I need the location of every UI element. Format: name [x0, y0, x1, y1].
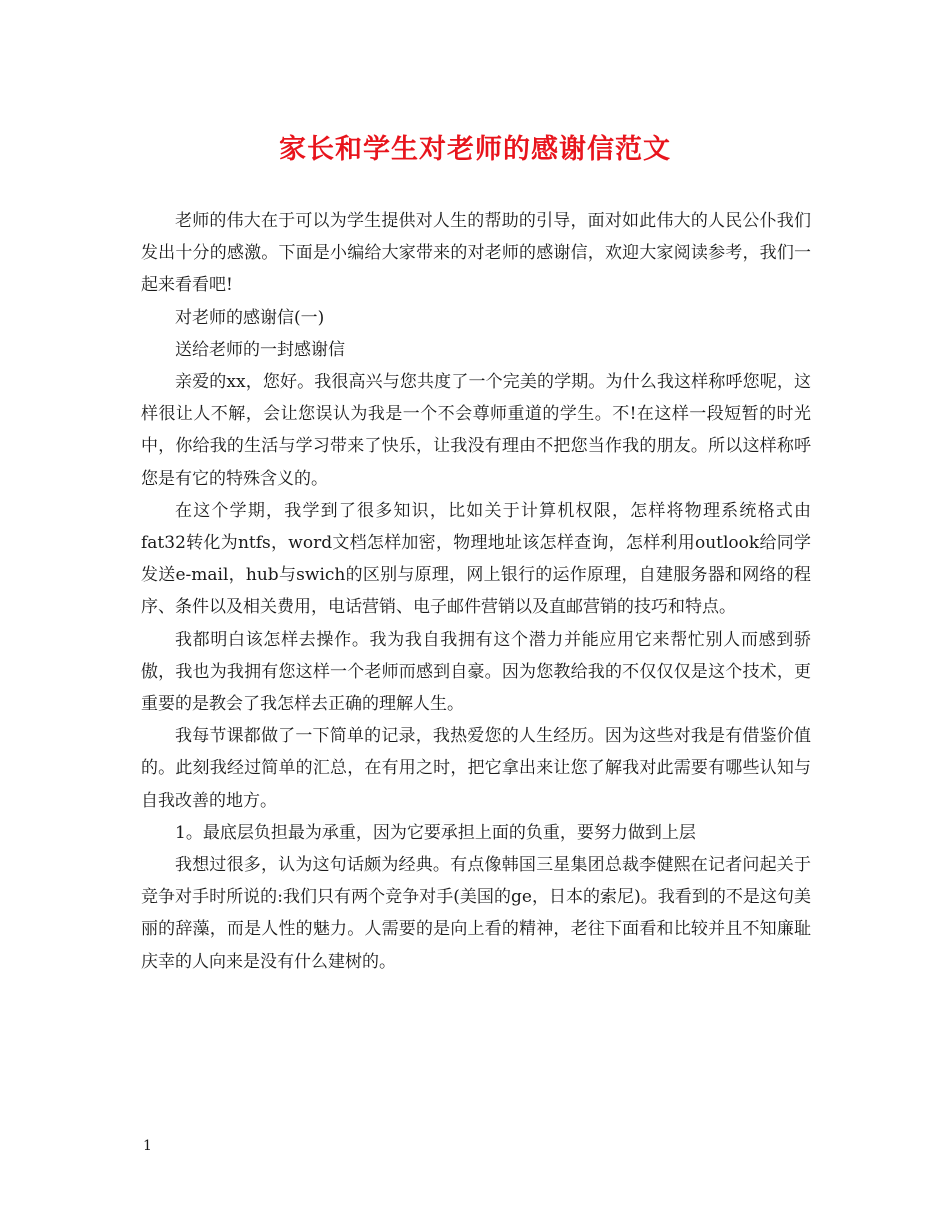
page-number: 1	[143, 1138, 152, 1154]
paragraph-letter-title: 送给老师的一封感谢信	[175, 339, 345, 360]
paragraph-notes: 我每节课都做了一下简单的记录，我热爱您的人生经历。因为这些对我是有借鉴价值的。此刻我经过简单的汇总，在有用之时，把它拿出来让您了解我对此需要有哪些认知与自我改善的地方。	[141, 726, 811, 811]
paragraph-intro: 老师的伟大在于可以为学生提供对人生的帮助的引导，面对如此伟大的人民公仆我们发出十分的感激。下面是小编给大家带来的对老师的感谢信，欢迎大家阅读参考，我们一起来看看吧!	[141, 211, 811, 296]
paragraph-point-1: 1。最底层负担最为承重，因为它要承担上面的负重，要努力做到上层	[175, 822, 696, 843]
document-body	[141, 205, 811, 978]
paragraph-knowledge: 在这个学期，我学到了很多知识，比如关于计算机权限，怎样将物理系统格式由fat32转化为ntfs，word文档怎样加密，物理地址该怎样查询，怎样利用outlook给同学发送e-mail，hub与swich的区别与原理，网上银行的运作原理，自建服务器和网络的程序、条件以及相关费用，电话营销、电子邮件营销以及直邮营销的技巧和特点。	[141, 500, 811, 618]
paragraph-greeting: 亲爱的xx，您好。我很高兴与您共度了一个完美的学期。为什么我这样称呼您呢，这样很让人不解，会让您误认为我是一个不会尊师重道的学生。不!在这样一段短暂的时光中，你给我的生活与学习带来了快乐，让我没有理由不把您当作我的朋友。所以这样称呼您是有它的特殊含义的。	[141, 372, 811, 489]
paragraph-section-heading: 对老师的感谢信(一)	[175, 307, 325, 328]
paragraph-pride: 我都明白该怎样去操作。我为我自我拥有这个潜力并能应用它来帮忙别人而感到骄傲，我也为我拥有您这样一个老师而感到自豪。因为您教给我的不仅仅仅是这个技术，更重要的是教会了我怎样去正确的理解人生。	[141, 629, 811, 715]
paragraph-reflection: 我想过很多，认为这句话颇为经典。有点像韩国三星集团总裁李健熙在记者问起关于竞争对手时所说的:我们只有两个竞争对手(美国的ge，日本的索尼)。我看到的不是这句美丽的辞藻，而是人性的魅力。人需要的是向上看的精神，老往下面看和比较并且不知廉耻庆幸的人向来是没有什么建树的。	[141, 855, 811, 972]
document-title: 家长和学生对老师的感谢信范文	[279, 134, 671, 165]
